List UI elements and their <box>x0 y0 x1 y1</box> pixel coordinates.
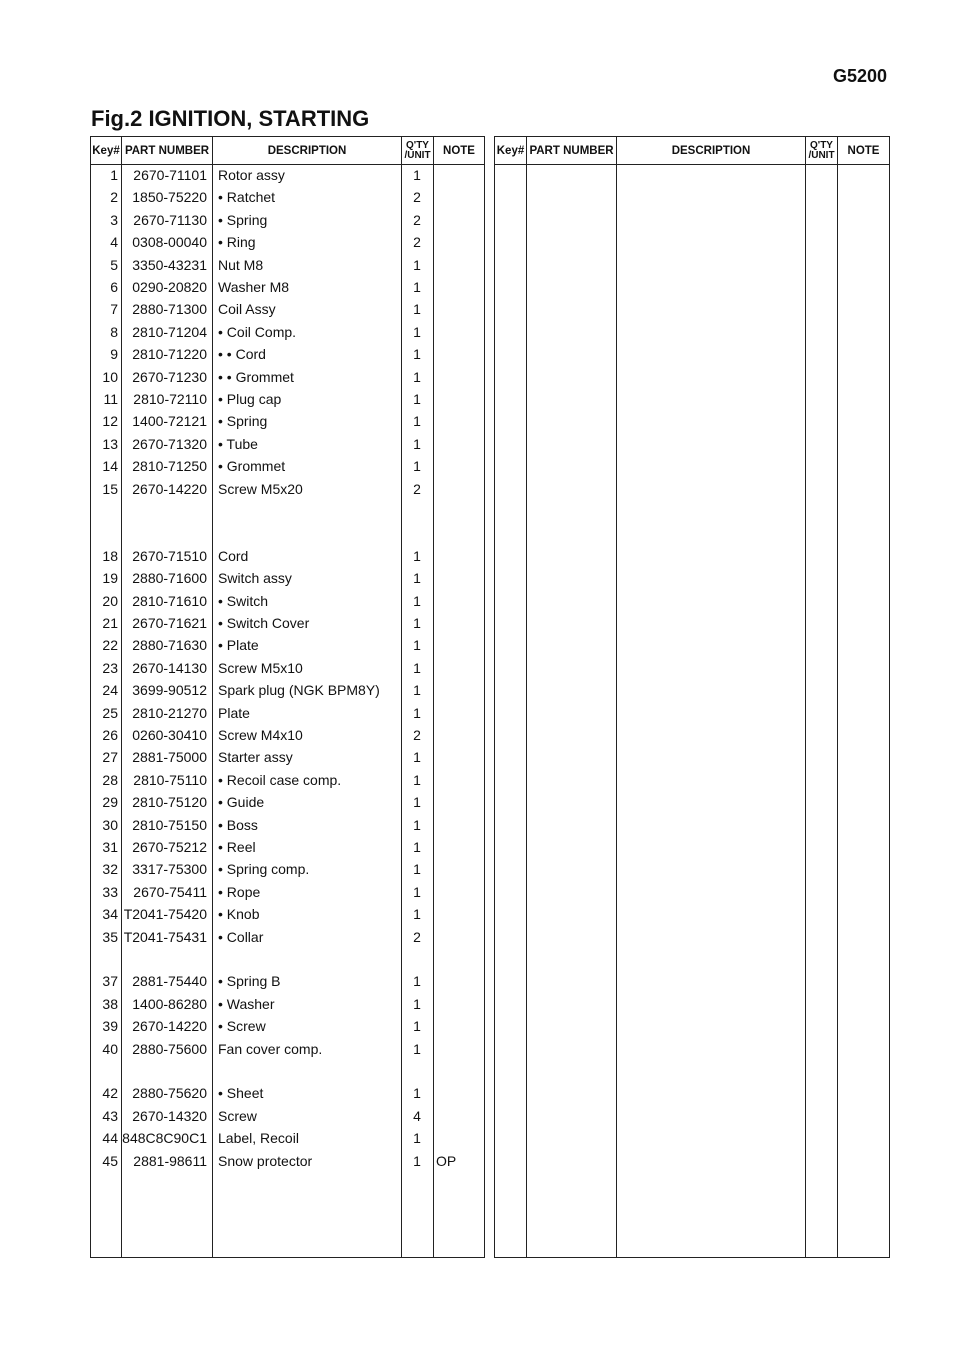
row-description: • Tube <box>218 435 258 452</box>
row-part-number: 2810-71250 <box>132 458 207 475</box>
row-key: 5 <box>110 256 118 273</box>
row-qty: 1 <box>413 547 421 564</box>
row-qty: 1 <box>413 570 421 587</box>
header-key: Key# <box>92 144 120 157</box>
table-row <box>91 165 484 187</box>
row-key: 9 <box>110 346 118 363</box>
table-row <box>91 344 484 366</box>
row-description: • Coil Comp. <box>218 323 297 340</box>
table-row <box>91 568 484 590</box>
row-qty: 1 <box>413 592 421 609</box>
column-divider <box>526 137 527 1257</box>
row-part-number: 2670-71130 <box>133 211 207 228</box>
table-row <box>91 859 484 881</box>
row-description: Washer M8 <box>218 279 290 295</box>
row-description: Label, Recoil <box>218 1130 299 1147</box>
row-key: 30 <box>102 816 118 833</box>
row-qty: 1 <box>413 749 421 766</box>
table-row <box>91 187 484 209</box>
row-qty: 2 <box>413 727 421 743</box>
row-part-number: 2670-71230 <box>132 368 207 385</box>
row-key: 45 <box>102 1152 118 1169</box>
row-description: Snow protector <box>218 1152 313 1169</box>
row-part-number: 2670-71621 <box>132 615 207 631</box>
table-row <box>91 523 484 545</box>
row-key: 35 <box>102 928 118 945</box>
row-key: 18 <box>102 547 118 564</box>
row-qty: 2 <box>413 480 421 497</box>
row-qty: 1 <box>413 301 421 318</box>
row-qty: 1 <box>413 1040 421 1057</box>
row-key: 4 <box>110 234 118 251</box>
table-row <box>91 434 484 456</box>
row-key: 33 <box>102 883 118 900</box>
row-part-number: 2670-14320 <box>132 1107 207 1124</box>
row-key: 12 <box>102 413 118 430</box>
table-row <box>91 882 484 904</box>
row-qty: 1 <box>413 368 421 385</box>
row-note: OP <box>436 1152 457 1169</box>
table-row <box>91 927 484 949</box>
row-description: • Grommet <box>218 458 286 475</box>
table-row <box>91 322 484 344</box>
row-part-number: 2881-98611 <box>133 1152 207 1169</box>
row-description: • Screw <box>218 1018 266 1035</box>
table-row <box>91 456 484 478</box>
row-description: Screw <box>218 1107 257 1124</box>
row-description: • • Cord <box>218 346 266 363</box>
row-part-number: 1850-75220 <box>132 189 207 206</box>
row-description: • Washer <box>218 995 275 1012</box>
table-row <box>91 1016 484 1038</box>
table-row <box>91 546 484 568</box>
table-row <box>91 747 484 769</box>
row-key: 38 <box>102 995 118 1012</box>
table-row <box>91 770 484 792</box>
row-qty: 1 <box>413 839 421 855</box>
row-key: 28 <box>102 771 118 788</box>
row-key: 42 <box>102 1085 118 1102</box>
row-key: 39 <box>102 1018 118 1035</box>
row-description: Plate <box>218 704 250 721</box>
table-header <box>495 137 889 165</box>
row-qty: 1 <box>413 995 421 1012</box>
table-row <box>91 971 484 993</box>
row-description: • Ring <box>218 234 256 251</box>
table-row <box>91 591 484 613</box>
table-row <box>91 658 484 680</box>
row-part-number: 2810-75120 <box>132 794 207 811</box>
row-part-number: 2880-71300 <box>132 301 207 318</box>
row-part-number: 2670-14130 <box>132 659 207 676</box>
table-row <box>91 792 484 814</box>
row-description: Starter assy <box>218 749 293 766</box>
table-row <box>91 635 484 657</box>
row-qty: 2 <box>413 234 421 251</box>
table-row <box>91 501 484 523</box>
table-row <box>91 210 484 232</box>
header-part-number: PART NUMBER <box>529 144 614 157</box>
row-qty: 1 <box>413 1018 421 1035</box>
row-description: Screw M5x10 <box>218 659 303 676</box>
row-part-number: 2670-75411 <box>133 883 207 900</box>
row-key: 7 <box>110 301 118 318</box>
row-qty: 1 <box>413 391 421 407</box>
row-qty: 1 <box>413 637 421 654</box>
row-part-number: 3699-90512 <box>132 682 207 699</box>
table-row <box>91 389 484 411</box>
row-description: • • Grommet <box>218 368 294 385</box>
row-qty: 1 <box>413 1130 421 1147</box>
row-part-number: 1400-72121 <box>132 413 207 430</box>
row-part-number: 2881-75440 <box>132 973 207 990</box>
row-key: 11 <box>103 391 118 407</box>
table-row <box>91 904 484 926</box>
row-part-number: 2810-71610 <box>132 592 207 609</box>
header-description: DESCRIPTION <box>267 144 347 157</box>
row-qty: 1 <box>413 279 421 295</box>
row-key: 31 <box>102 839 118 855</box>
table-row <box>91 1106 484 1128</box>
row-description: • Spring B <box>218 973 281 990</box>
table-row <box>91 613 484 635</box>
row-part-number: 848C8C90C1 <box>122 1130 207 1147</box>
row-description: Screw M4x10 <box>218 727 303 743</box>
row-qty: 1 <box>413 704 421 721</box>
table-body <box>91 164 484 1257</box>
row-key: 6 <box>110 279 118 295</box>
row-description: • Collar <box>218 928 264 945</box>
row-part-number: 2880-75620 <box>132 1085 207 1102</box>
row-key: 2 <box>110 189 118 206</box>
table-row <box>91 949 484 971</box>
row-description: • Plate <box>218 637 259 654</box>
row-description: Spark plug (NGK BPM8Y) <box>218 682 380 699</box>
row-qty: 1 <box>413 346 421 363</box>
page-title: Fig.2 IGNITION, STARTING <box>91 106 370 131</box>
header-qty-line1: Q'TY <box>810 139 833 151</box>
table-row <box>91 479 484 501</box>
model-number: G5200 <box>832 66 887 86</box>
row-qty: 1 <box>413 816 421 833</box>
row-key: 37 <box>102 973 118 990</box>
row-key: 27 <box>102 749 118 766</box>
row-key: 21 <box>102 615 118 631</box>
header-description: DESCRIPTION <box>671 144 751 157</box>
table-row <box>91 725 484 747</box>
row-key: 34 <box>102 906 118 923</box>
column-divider <box>616 137 617 1257</box>
row-description: Cord <box>218 547 249 564</box>
row-part-number: 2810-71204 <box>132 323 207 340</box>
row-key: 23 <box>102 659 118 676</box>
row-description: • Spring <box>218 413 268 430</box>
table-row <box>91 703 484 725</box>
column-divider <box>805 137 806 1257</box>
header-qty <box>806 137 837 164</box>
row-qty: 1 <box>413 794 421 811</box>
header-key: Key# <box>496 144 525 157</box>
row-key: 22 <box>102 637 118 654</box>
row-description: • Sheet <box>218 1085 264 1102</box>
row-qty: 1 <box>413 1085 421 1102</box>
row-part-number: 0290-20820 <box>132 279 207 295</box>
row-key: 26 <box>102 727 118 743</box>
table-row <box>91 1083 484 1105</box>
row-description: • Spring comp. <box>218 861 310 878</box>
row-description: • Recoil case comp. <box>218 771 342 788</box>
row-qty: 1 <box>413 861 421 878</box>
row-description: • Rope <box>218 883 261 900</box>
row-description: • Guide <box>218 794 265 811</box>
row-part-number: 0260-30410 <box>132 727 207 743</box>
row-qty: 1 <box>413 323 421 340</box>
row-qty: 1 <box>413 771 421 788</box>
table-row <box>91 1128 484 1150</box>
header-note: NOTE <box>847 144 880 157</box>
row-key: 44 <box>102 1130 118 1147</box>
row-part-number: 2881-75000 <box>132 749 207 766</box>
row-key: 40 <box>102 1040 118 1057</box>
table-row <box>91 837 484 859</box>
row-description: • Ratchet <box>218 189 276 206</box>
row-part-number: 2670-71320 <box>132 435 207 452</box>
table-row <box>91 277 484 299</box>
row-qty: 2 <box>413 211 421 228</box>
row-description: Nut M8 <box>218 256 264 273</box>
row-key: 10 <box>102 368 118 385</box>
parts-table-right <box>494 136 890 1258</box>
row-part-number: 2670-71510 <box>132 547 207 564</box>
row-qty: 1 <box>413 659 421 676</box>
row-key: 19 <box>102 570 118 587</box>
row-key: 25 <box>102 704 118 721</box>
table-row <box>91 299 484 321</box>
row-qty: 1 <box>413 973 421 990</box>
row-description: Fan cover comp. <box>218 1040 323 1057</box>
row-description: • Reel <box>218 839 256 855</box>
header-qty-line2: /UNIT <box>404 149 431 161</box>
row-key: 14 <box>102 458 118 475</box>
row-key: 1 <box>110 167 118 183</box>
table-row <box>91 1061 484 1083</box>
row-part-number: 2810-75150 <box>132 816 207 833</box>
row-part-number: 2670-14220 <box>132 1018 207 1035</box>
row-description: • Spring <box>218 211 268 228</box>
header-part-number: PART NUMBER <box>124 144 210 157</box>
row-qty: 1 <box>413 615 421 631</box>
row-description: Switch assy <box>218 570 292 587</box>
row-qty: 1 <box>413 256 421 273</box>
row-qty: 1 <box>413 906 421 923</box>
row-qty: 1 <box>413 435 421 452</box>
table-row <box>91 411 484 433</box>
row-part-number: T2041-75431 <box>123 928 207 945</box>
row-key: 8 <box>110 323 118 340</box>
row-part-number: 2810-71220 <box>132 346 207 363</box>
row-description: • Switch <box>218 592 269 609</box>
row-qty: 2 <box>413 928 421 945</box>
row-part-number: 2880-71600 <box>132 570 207 587</box>
row-part-number: 3350-43231 <box>132 256 207 273</box>
table-row <box>91 815 484 837</box>
row-qty: 1 <box>413 413 421 430</box>
row-part-number: 2670-14220 <box>132 480 207 497</box>
row-part-number: 1400-86280 <box>132 995 207 1012</box>
table-row <box>91 1151 484 1173</box>
column-divider <box>837 137 838 1257</box>
table-row <box>91 255 484 277</box>
row-part-number: 2880-71630 <box>132 637 207 654</box>
table-row <box>91 367 484 389</box>
row-description: • Plug cap <box>218 391 282 407</box>
row-description: • Switch Cover <box>218 615 310 631</box>
row-qty: 1 <box>413 883 421 900</box>
table-header <box>91 137 484 165</box>
row-key: 20 <box>102 592 118 609</box>
row-key: 15 <box>102 480 118 497</box>
row-qty: 1 <box>413 458 421 475</box>
row-part-number: 2670-75212 <box>132 839 207 855</box>
row-qty: 2 <box>413 189 421 206</box>
row-part-number: 0308-00040 <box>132 234 207 251</box>
table-row <box>91 1039 484 1061</box>
row-description: Rotor assy <box>218 167 285 183</box>
table-row <box>91 232 484 254</box>
row-part-number: T2041-75420 <box>123 906 207 923</box>
header-note: NOTE <box>443 144 475 157</box>
row-qty: 1 <box>413 682 421 699</box>
row-key: 29 <box>102 794 118 811</box>
table-row <box>91 994 484 1016</box>
header-qty-line2: /UNIT <box>808 149 835 161</box>
row-part-number: 2880-75600 <box>132 1040 207 1057</box>
row-part-number: 2810-21270 <box>132 704 207 721</box>
row-description: • Boss <box>218 816 258 833</box>
row-description: • Knob <box>218 906 260 923</box>
row-description: Screw M5x20 <box>218 480 303 497</box>
table-row <box>91 680 484 702</box>
row-key: 3 <box>110 211 118 228</box>
row-part-number: 3317-75300 <box>132 861 207 878</box>
row-key: 32 <box>102 861 118 878</box>
row-part-number: 2810-72110 <box>133 391 207 407</box>
row-qty: 4 <box>413 1107 421 1124</box>
row-key: 24 <box>102 682 118 699</box>
row-key: 43 <box>102 1107 118 1124</box>
row-key: 13 <box>102 435 118 452</box>
row-part-number: 2670-71101 <box>133 167 207 183</box>
row-qty: 1 <box>413 1152 421 1169</box>
header-qty-line1: Q'TY <box>406 139 429 151</box>
row-qty: 1 <box>413 167 421 183</box>
row-description: Coil Assy <box>218 301 276 318</box>
header-qty <box>402 137 433 164</box>
row-part-number: 2810-75110 <box>133 771 207 788</box>
parts-table-left <box>90 136 485 1258</box>
